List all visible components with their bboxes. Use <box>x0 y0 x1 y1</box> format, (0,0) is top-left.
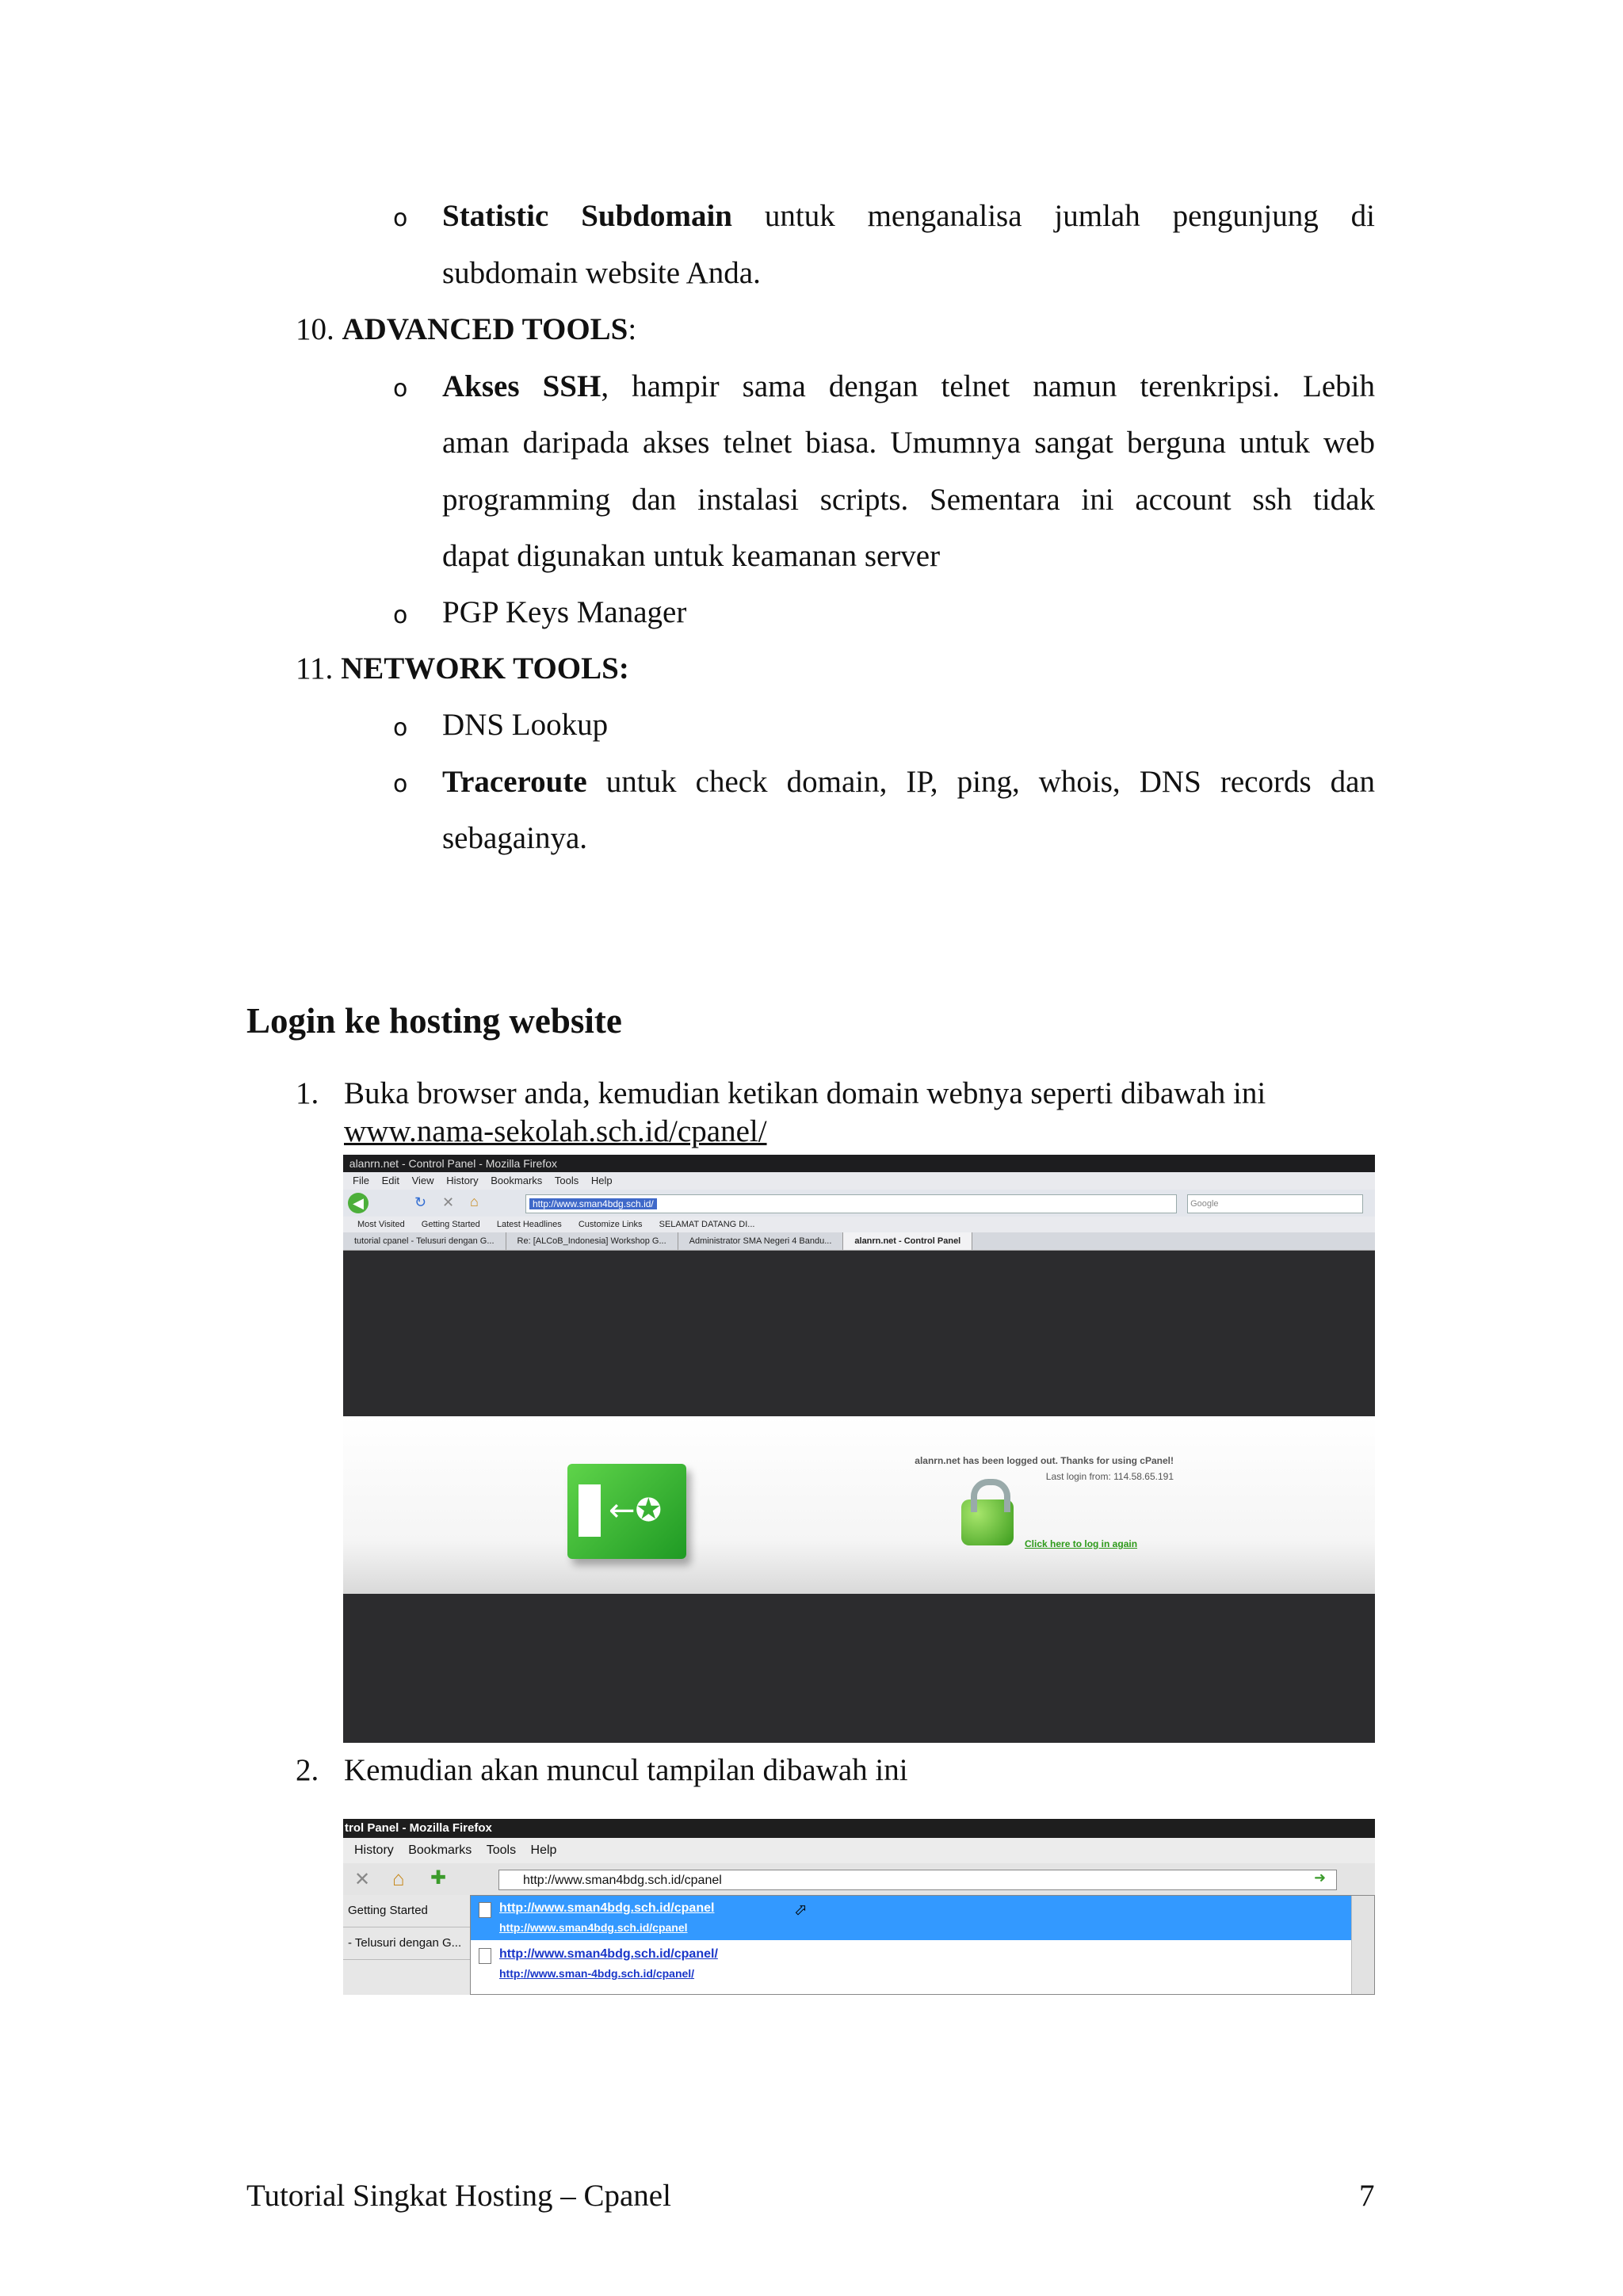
browser-navbar <box>343 1863 1375 1895</box>
dns-item: DNS Lookup <box>442 708 609 742</box>
menu-file[interactable]: File <box>353 1175 369 1186</box>
stop-icon[interactable]: ✕ <box>442 1194 455 1210</box>
page-icon <box>479 1902 491 1918</box>
trace-line1-text: untuk check domain, IP, ping, whois, DNS records dan <box>586 765 1375 799</box>
ssh-line3: programming dan instalasi scripts. Sementara ini account ssh tidak <box>442 483 1375 517</box>
section-10-number: 10. <box>296 312 334 346</box>
statistic-line1 <box>442 188 1375 245</box>
suggestion-title: http://www.sman4bdg.sch.id/cpanel <box>499 1901 715 1915</box>
menu-view[interactable]: View <box>411 1175 434 1186</box>
section-11-number: 11. <box>296 651 334 686</box>
last-login-text: Last login from: 114.58.65.191 <box>1045 1471 1174 1482</box>
bookmark-item[interactable]: Getting Started <box>343 1895 470 1927</box>
ssh-term: Akses SSH <box>442 369 601 403</box>
ssh-line1-text: , hampir sama dengan telnet namun terenkripsi. Lebih <box>601 369 1376 403</box>
dropdown-scrollbar[interactable] <box>1351 1896 1374 1994</box>
page-number: 7 <box>1359 2179 1375 2213</box>
statistic-term: Statistic Subdomain <box>442 199 732 233</box>
search-placeholder: Google <box>1190 1199 1219 1209</box>
step-2-number: 2. <box>296 1753 319 1787</box>
suggestion-url: http://www.sman4bdg.sch.id/cpanel <box>499 1921 688 1934</box>
bookmarks-toolbar <box>343 1217 1375 1232</box>
back-icon[interactable]: ◀ <box>348 1193 369 1213</box>
browser-menubar <box>343 1838 1375 1863</box>
footer-title: Tutorial Singkat Hosting – Cpanel <box>246 2179 671 2213</box>
address-bar-text: http://www.sman4bdg.sch.id/cpanel <box>523 1874 722 1887</box>
tab-item[interactable]: Administrator SMA Negeri 4 Bandu... <box>678 1232 844 1250</box>
browser-title-text: alanrn.net - Control Panel - Mozilla Firefox <box>349 1157 558 1170</box>
mouse-cursor-icon: ⬀ <box>794 1901 808 1919</box>
browser-navbar <box>343 1190 1375 1217</box>
pgp-item: PGP Keys Manager <box>442 595 687 629</box>
tab-item[interactable]: - Telusuri dengan G... <box>343 1927 470 1960</box>
bookmark-item[interactable]: Getting Started <box>421 1220 480 1229</box>
lock-icon <box>961 1499 1014 1545</box>
statistic-desc: untuk menganalisa jumlah pengunjung di <box>731 199 1375 233</box>
bullet-trace: o <box>393 770 408 798</box>
statistic-line2: subdomain website Anda. <box>442 256 761 290</box>
bullet-dns: o <box>393 714 408 742</box>
logout-panel <box>343 1416 1375 1594</box>
add-bookmark-icon[interactable]: ✚ <box>430 1867 447 1889</box>
address-bar[interactable] <box>498 1870 1337 1890</box>
tab-bar <box>343 1232 1375 1251</box>
logout-message-text: alanrn.net has been logged out. Thanks for using cPanel! <box>915 1455 1174 1466</box>
bullet-ssh: o <box>393 375 408 403</box>
exit-sign-icon: ←✪ <box>567 1464 686 1559</box>
suggestion-title: http://www.sman4bdg.sch.id/cpanel/ <box>499 1947 718 1961</box>
url-autocomplete-dropdown <box>470 1895 1375 1995</box>
section-10-title: ADVANCED TOOLS <box>342 312 628 346</box>
bullet-pgp: o <box>393 602 408 629</box>
bookmark-item[interactable]: Latest Headlines <box>496 1220 562 1229</box>
suggestion-selected[interactable] <box>471 1896 1352 1940</box>
stop-icon[interactable]: ✕ <box>354 1869 371 1890</box>
search-input[interactable] <box>1187 1194 1363 1213</box>
menu-bookmarks[interactable]: Bookmarks <box>408 1843 472 1857</box>
section-11-title: NETWORK TOOLS: <box>341 651 629 686</box>
tab-item[interactable]: Re: [ALCoB_Indonesia] Workshop G... <box>506 1232 678 1250</box>
section-10-colon: : <box>628 312 637 346</box>
step-2-text: Kemudian akan muncul tampilan dibawah ini <box>344 1753 908 1787</box>
section-10-heading <box>296 301 636 358</box>
menu-edit[interactable]: Edit <box>381 1175 399 1186</box>
bookmark-item[interactable]: Customize Links <box>578 1220 643 1229</box>
home-icon[interactable]: ⌂ <box>470 1194 479 1209</box>
ssh-line1 <box>442 358 1375 415</box>
bookmark-item[interactable]: SELAMAT DATANG DI... <box>659 1220 755 1229</box>
section-heading: Login ke hosting website <box>246 1001 622 1041</box>
browser-title <box>343 1155 1375 1172</box>
screenshot-url-autocomplete <box>343 1819 1375 1995</box>
trace-line2: sebagainya. <box>442 821 588 855</box>
menu-bookmarks[interactable]: Bookmarks <box>491 1175 543 1186</box>
ssh-line2: aman daripada akses telnet biasa. Umumnya sangat berguna untuk web <box>442 426 1375 460</box>
trace-term: Traceroute <box>442 765 587 799</box>
menu-history[interactable]: History <box>354 1843 394 1857</box>
login-again-link[interactable]: Click here to log in again <box>1025 1538 1138 1549</box>
menu-help[interactable]: Help <box>590 1175 613 1186</box>
menu-tools[interactable]: Tools <box>554 1175 579 1186</box>
menu-history[interactable]: History <box>446 1175 479 1186</box>
trace-line1 <box>442 754 1375 811</box>
ssh-line4: dapat digunakan untuk keamanan server <box>442 539 941 573</box>
address-bar[interactable] <box>525 1194 1177 1213</box>
suggestion-item[interactable] <box>471 1942 1352 1986</box>
step-1-link[interactable]: www.nama-sekolah.sch.id/cpanel/ <box>344 1114 767 1148</box>
bookmark-sidebar <box>343 1895 470 1995</box>
menu-help[interactable]: Help <box>530 1843 557 1857</box>
address-bar-text: http://www.sman4bdg.sch.id/ <box>529 1198 657 1209</box>
bookmark-item[interactable]: Most Visited <box>357 1220 405 1229</box>
page-icon <box>479 1948 491 1964</box>
menu-tools[interactable]: Tools <box>486 1843 517 1857</box>
step-1-number: 1. <box>296 1076 319 1110</box>
browser-menubar <box>343 1172 1375 1190</box>
logout-message <box>857 1453 1174 1484</box>
reload-icon[interactable]: ↻ <box>414 1194 427 1210</box>
screenshot-cpanel-logout <box>343 1155 1375 1743</box>
section-11-heading <box>296 640 629 697</box>
tab-active[interactable]: alanrn.net - Control Panel <box>843 1232 972 1250</box>
step-1-text: Buka browser anda, kemudian ketikan domain webnya seperti dibawah ini <box>344 1076 1266 1110</box>
tab-item[interactable]: tutorial cpanel - Telusuri dengan G... <box>343 1232 506 1250</box>
suggestion-url: http://www.sman-4bdg.sch.id/cpanel/ <box>499 1967 695 1980</box>
bullet-statistic: o <box>393 204 408 232</box>
go-arrow-icon[interactable]: ➜ <box>1314 1870 1327 1885</box>
browser-title: trol Panel - Mozilla Firefox <box>343 1819 1375 1838</box>
home-icon[interactable]: ⌂ <box>392 1866 405 1890</box>
